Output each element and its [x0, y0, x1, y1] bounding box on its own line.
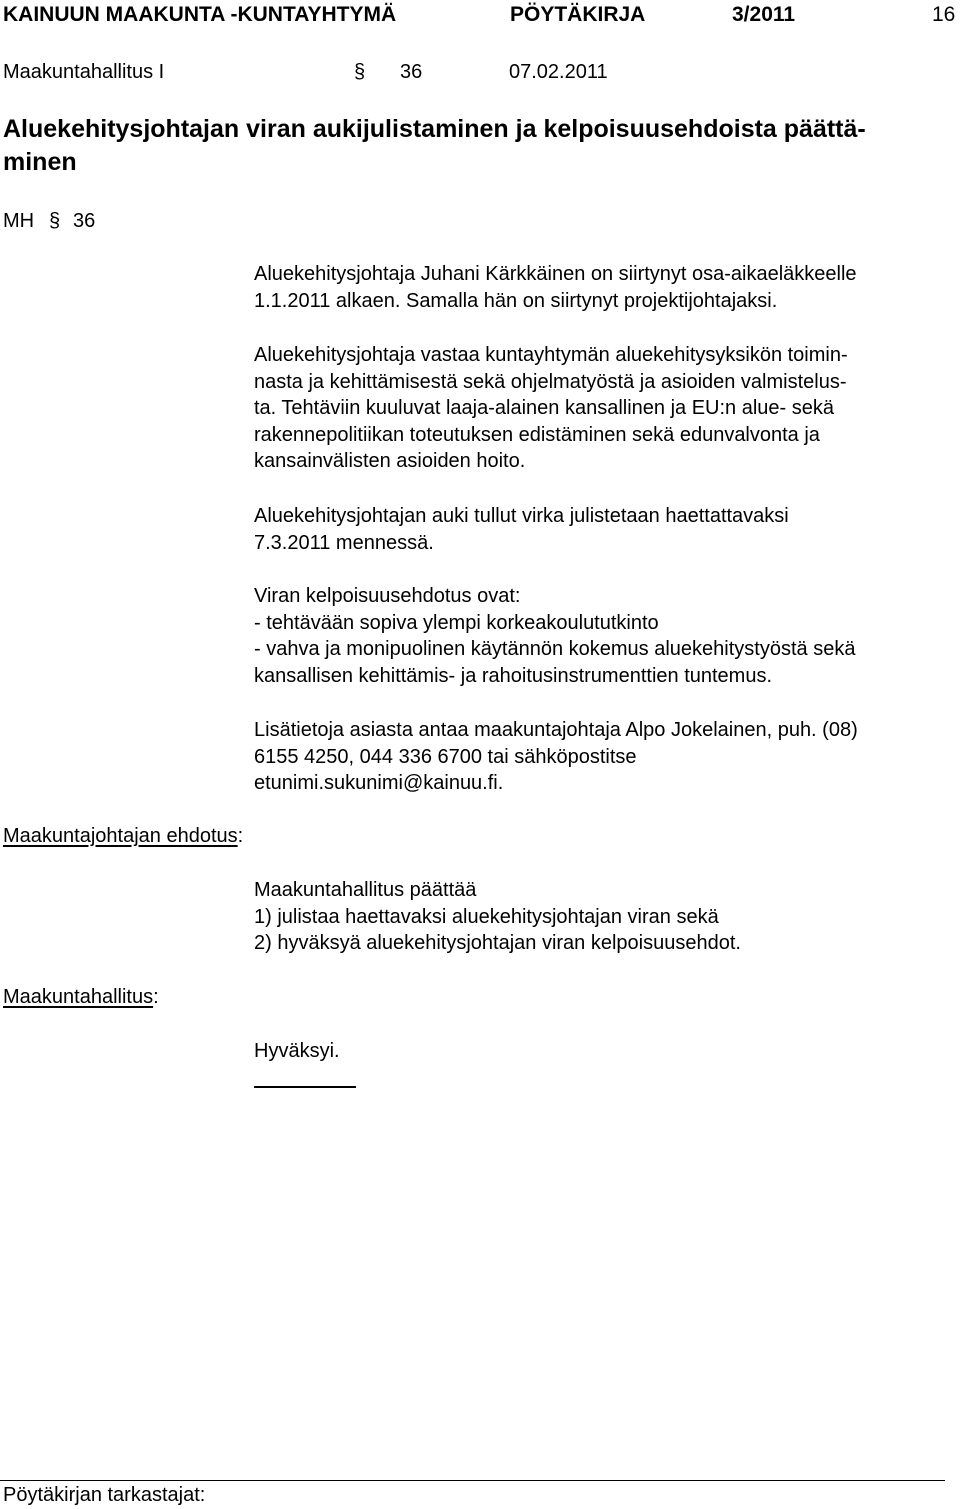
text-line: - vahva ja monipuolinen käytännön kokemus aluekehitystyöstä sekä: [254, 638, 856, 660]
reference-section-sign: §: [49, 210, 61, 232]
text-line: Viran kelpoisuusehdotus ovat:: [254, 585, 521, 607]
text-line: Maakuntahallitus päättää: [254, 879, 477, 901]
footer-divider: [0, 1480, 945, 1481]
meeting-date: 07.02.2011: [509, 61, 608, 83]
page-number: 16: [932, 3, 956, 26]
reference-number: 36: [73, 210, 96, 232]
title-line: minen: [3, 148, 77, 176]
document-type: PÖYTÄKIRJA: [510, 3, 646, 26]
document-number: 3/2011: [732, 3, 796, 26]
text-line: 2) hyväksyä aluekehitysjohtajan viran kelpoisuusehdot.: [254, 932, 741, 954]
text-line: kansainvälisten asioiden hoito.: [254, 450, 526, 472]
board-label-text: Maakuntahallitus: [3, 986, 154, 1008]
organization-name: KAINUUN MAAKUNTA -KUNTAYHTYMÄ: [3, 3, 397, 26]
page-title: [3, 113, 948, 179]
paragraph-contact: [254, 717, 954, 797]
board-label: [3, 986, 159, 1009]
proposal-label: [3, 825, 243, 848]
meeting-body: Maakuntahallitus I: [3, 61, 165, 83]
text-line: etunimi.sukunimi@kainuu.fi.: [254, 772, 504, 794]
decision-text: Hyväksyi.: [254, 1040, 340, 1062]
paragraph-decision-proposal: [254, 877, 954, 957]
section-number: 36: [400, 61, 423, 83]
text-line: kansallisen kehittämis- ja rahoitusinstrumenttien tuntemus.: [254, 664, 773, 687]
proposal-label-colon: :: [237, 825, 244, 847]
proposal-label-text: Maakuntajohtajan ehdotus: [3, 825, 238, 847]
paragraph-role-description: [254, 342, 954, 475]
text-line: Aluekehitysjohtaja vastaa kuntayhtymän aluekehitysyksikön toimin-: [254, 344, 848, 366]
paragraph-background: [254, 261, 954, 314]
text-line: rakennepolitiikan toteutuksen edistäminen sekä edunvalvonta ja: [254, 423, 820, 446]
text-line: - tehtävään sopiva ylempi korkeakoulututkinto: [254, 611, 659, 634]
text-line: Lisätietoja asiasta antaa maakuntajohtaja Alpo Jokelainen, puh. (08): [254, 719, 858, 741]
section-sign: §: [354, 61, 366, 83]
title-line: Aluekehitysjohtajan viran aukijulistaminen ja kelpoisuusehdoista päättä-: [3, 115, 866, 143]
text-line: Aluekehitysjohtaja Juhani Kärkkäinen on siirtynyt osa-aikaeläkkeelle: [254, 263, 857, 285]
decision-underline: [254, 1086, 356, 1088]
text-line: 1) julistaa haettavaksi aluekehitysjohtajan viran sekä: [254, 905, 719, 928]
paragraph-vacancy: [254, 503, 954, 556]
reviewers-label: Pöytäkirjan tarkastajat:: [3, 1484, 206, 1506]
text-line: 7.3.2011 mennessä.: [254, 531, 434, 554]
text-line: ta. Tehtäviin kuuluvat laaja-alainen kansallinen ja EU:n alue- sekä: [254, 397, 834, 419]
paragraph-qualifications: [254, 583, 954, 689]
reference-prefix: MH: [3, 210, 35, 232]
board-label-colon: :: [153, 986, 159, 1008]
text-line: 6155 4250, 044 336 6700 tai sähköpostitse: [254, 745, 637, 768]
text-line: nasta ja kehittämisestä sekä ohjelmatyöstä ja asioiden valmistelus-: [254, 370, 847, 393]
text-line: 1.1.2011 alkaen. Samalla hän on siirtynyt projektijohtajaksi.: [254, 289, 778, 312]
text-line: Aluekehitysjohtajan auki tullut virka julistetaan haettattavaksi: [254, 505, 789, 527]
